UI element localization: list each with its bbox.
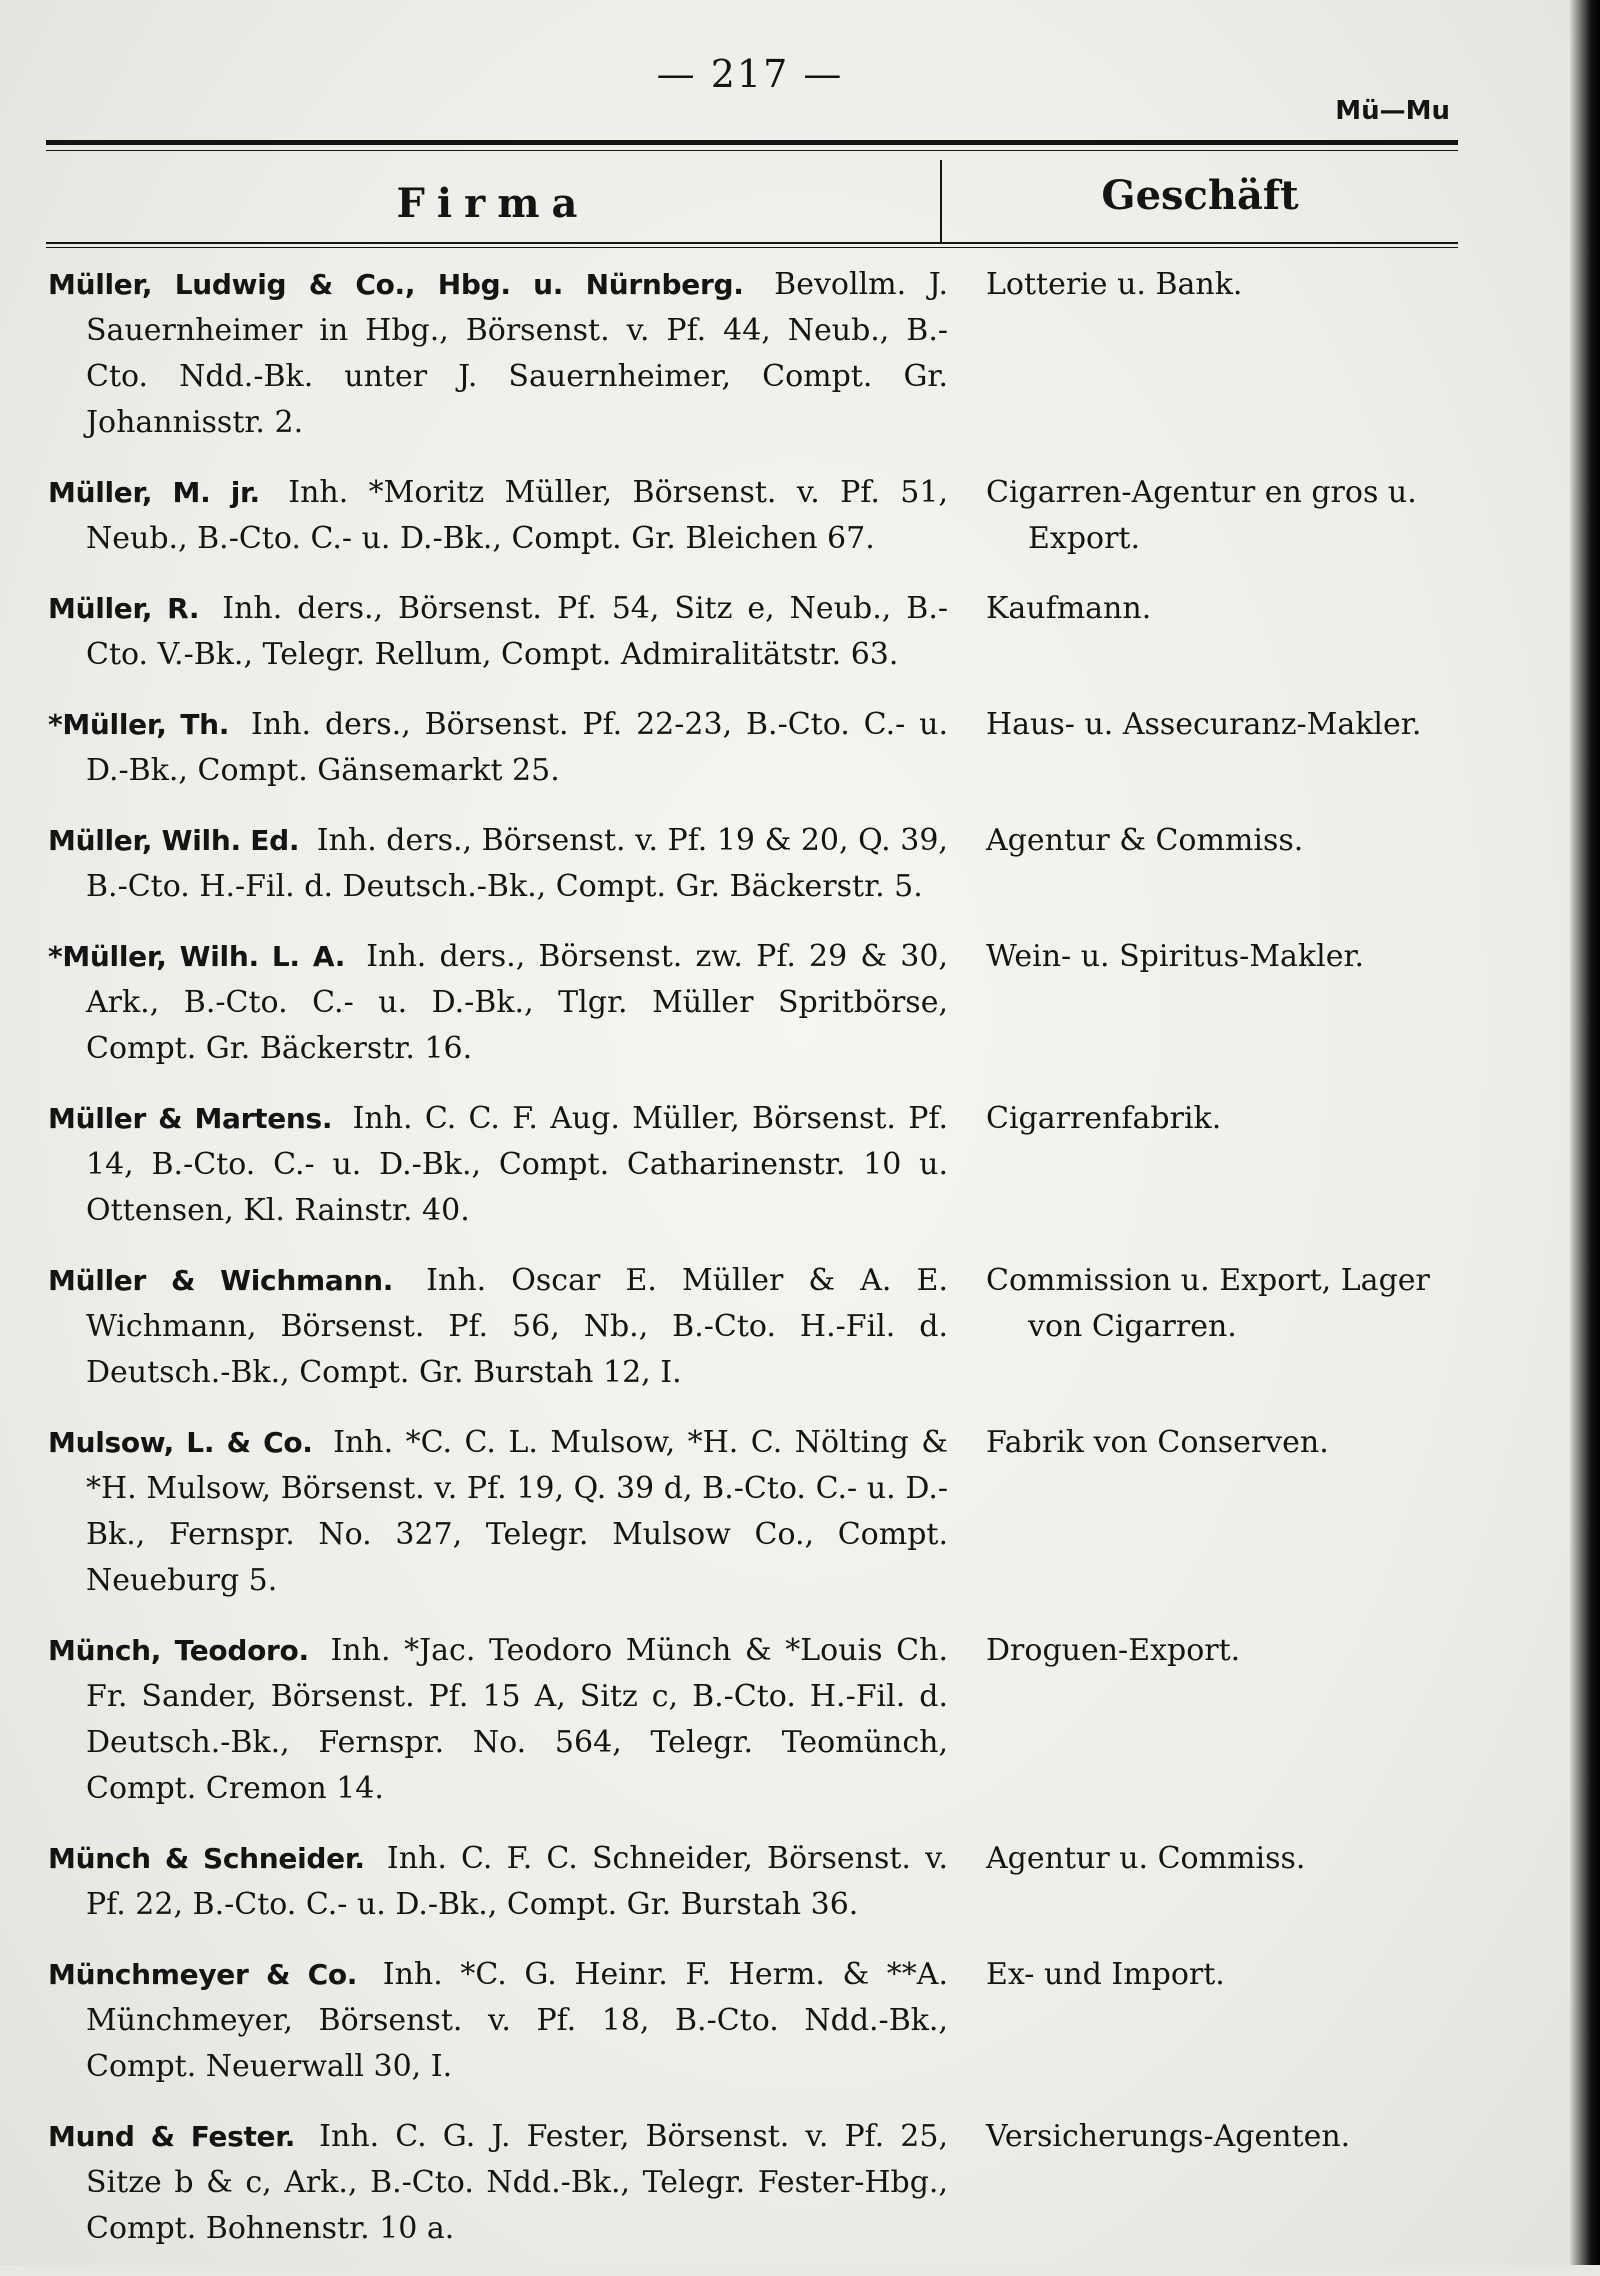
header-rule [46,140,1458,145]
firm-details: Inh. Oscar E. Müller & A. E. Wichmann, Börsenst. Pf. 56, Nb., B.-Cto. H.-Fil. d. Deutsch.-Bk., Compt. Gr. Burstah 12, I. [86,1263,948,1390]
list-item [48,1096,1458,1234]
firma-cell [48,586,948,678]
firm-details: Inh. C. C. F. Aug. Müller, Börsenst. Pf. 14, B.-Cto. C.- u. D.-Bk., Compt. Catharinenstr. 10 u. Ottensen, Kl. Rainstr. 40. [86,1101,948,1228]
firma-cell [48,1836,948,1928]
list-item [48,934,1458,1072]
column-header-geschaeft: Geschäft [1101,172,1299,219]
business-type: Lotterie u. Bank. [986,267,1243,302]
list-item [48,1258,1458,1396]
list-item [48,818,1458,910]
firma-cell [48,1420,948,1604]
business-type: Commission u. Export, Lager von Cigarren. [986,1263,1430,1344]
list-item [48,1952,1458,2090]
firm-name: *Müller, Th. [48,708,230,741]
firma-cell [48,934,948,1072]
firm-name: Müller, R. [48,592,200,625]
firm-name: Müller, M. jr. [48,476,260,509]
firm-name: Münch & Schneider. [48,1842,365,1875]
firm-details: Inh. ders., Börsenst. zw. Pf. 29 & 30, Ark., B.-Cto. C.- u. D.-Bk., Tlgr. Müller Spritbörse, Compt. Gr. Bäckerstr. 16. [86,939,948,1066]
firma-cell [48,1258,948,1396]
firma-cell [48,702,948,794]
business-type: Agentur u. Commiss. [986,1841,1306,1876]
business-type: Ex- und Import. [986,1957,1225,1992]
firm-details: Inh. *C. G. Heinr. F. Herm. & **A. Münchmeyer, Börsenst. v. Pf. 18, B.-Cto. Ndd.-Bk., Compt. Neuerwall 30, I. [86,1957,949,2084]
business-type: Cigarren-Agentur en gros u. Export. [986,475,1417,556]
list-item [48,1420,1458,1604]
firm-details: Inh. *Moritz Müller, Börsenst. v. Pf. 51, Neub., B.-Cto. C.- u. D.-Bk., Compt. Gr. Bleichen 67. [86,475,948,556]
list-item [48,2114,1458,2252]
business-type: Agentur & Commiss. [986,823,1304,858]
firm-name: Mulsow, L. & Co. [48,1426,313,1459]
firma-cell [48,2114,948,2252]
firm-name: *Müller, Wilh. L. A. [48,940,346,973]
firma-cell [48,470,948,562]
firma-cell [48,818,948,910]
business-type: Fabrik von Conserven. [986,1425,1329,1460]
firm-name: Müller, Ludwig & Co., Hbg. u. Nürnberg. [48,268,744,301]
entry-list [48,262,1458,2276]
firm-name: Münchmeyer & Co. [48,1958,358,1991]
firm-name: Müller, Wilh. Ed. [48,824,300,857]
business-type: Cigarrenfabrik. [986,1101,1222,1136]
list-item [48,1628,1458,1812]
firma-cell [48,1952,948,2090]
firma-cell [48,262,948,446]
list-item [48,702,1458,794]
firma-cell [48,1096,948,1234]
business-type: Droguen-Export. [986,1633,1241,1668]
page-number: — 217 — [656,52,844,96]
column-header-rule [46,242,1458,244]
firm-details: Inh. ders., Börsenst. Pf. 22-23, B.-Cto. C.- u. D.-Bk., Compt. Gänsemarkt 25. [86,707,948,788]
list-item [48,1836,1458,1928]
firm-details: Inh. ders., Börsenst. v. Pf. 19 & 20, Q. 39, B.-Cto. H.-Fil. d. Deutsch.-Bk., Compt. Gr. Bäckerstr. 5. [86,823,948,904]
firma-cell [48,1628,948,1812]
header-rule-thin [46,150,1458,151]
list-item [48,262,1458,446]
firm-details: Inh. *Jac. Teodoro Münch & *Louis Ch. Fr. Sander, Börsenst. Pf. 15 A, Sitz c, B.-Cto. H.-Fil. d. Deutsch.-Bk., Fernspr. No. 564, Telegr. Teomünch, Compt. Cremon 14. [86,1633,948,1806]
list-item [48,586,1458,678]
firm-details: Inh. *C. C. L. Mulsow, *H. C. Nölting & *H. Mulsow, Börsenst. v. Pf. 19, Q. 39 d, B.-Cto. C.- u. D.-Bk., Fernspr. No. 327, Telegr. Mulsow Co., Compt. Neueburg 5. [86,1425,948,1598]
firm-details: Inh. C. G. J. Fester, Börsenst. v. Pf. 25, Sitze b & c, Ark., B.-Cto. Ndd.-Bk., Telegr. Fester-Hbg., Compt. Bohnenstr. 10 a. [86,2119,948,2246]
column-header-rule-thin [46,247,1458,248]
business-type: Haus- u. Assecuranz-Makler. [986,707,1422,742]
column-header-firma: Firma [396,180,590,227]
firm-name: Münch, Teodoro. [48,1634,309,1667]
business-type: Kaufmann. [986,591,1152,626]
firm-name: Mund & Fester. [48,2120,296,2153]
business-type: Wein- u. Spiritus-Makler. [986,939,1365,974]
page-edge-shadow [1570,0,1600,2265]
firm-details: Inh. C. F. C. Schneider, Börsenst. v. Pf. 22, B.-Cto. C.- u. D.-Bk., Compt. Gr. Burstah 36. [86,1841,948,1922]
firm-name: Müller & Wichmann. [48,1264,394,1297]
list-item [48,470,1458,562]
firm-details: Bevollm. J. Sauernheimer in Hbg., Börsenst. v. Pf. 44, Neub., B.-Cto. Ndd.-Bk. unter J. Sauernheimer, Compt. Gr. Johannisstr. 2. [86,267,948,440]
business-type: Versicherungs-Agenten. [986,2119,1351,2154]
firm-details: Inh. ders., Börsenst. Pf. 54, Sitz e, Neub., B.-Cto. V.-Bk., Telegr. Rellum, Compt. Admiralitätstr. 63. [86,591,949,672]
firm-name: Müller & Martens. [48,1102,333,1135]
section-range: Mü—Mu [1335,96,1450,126]
